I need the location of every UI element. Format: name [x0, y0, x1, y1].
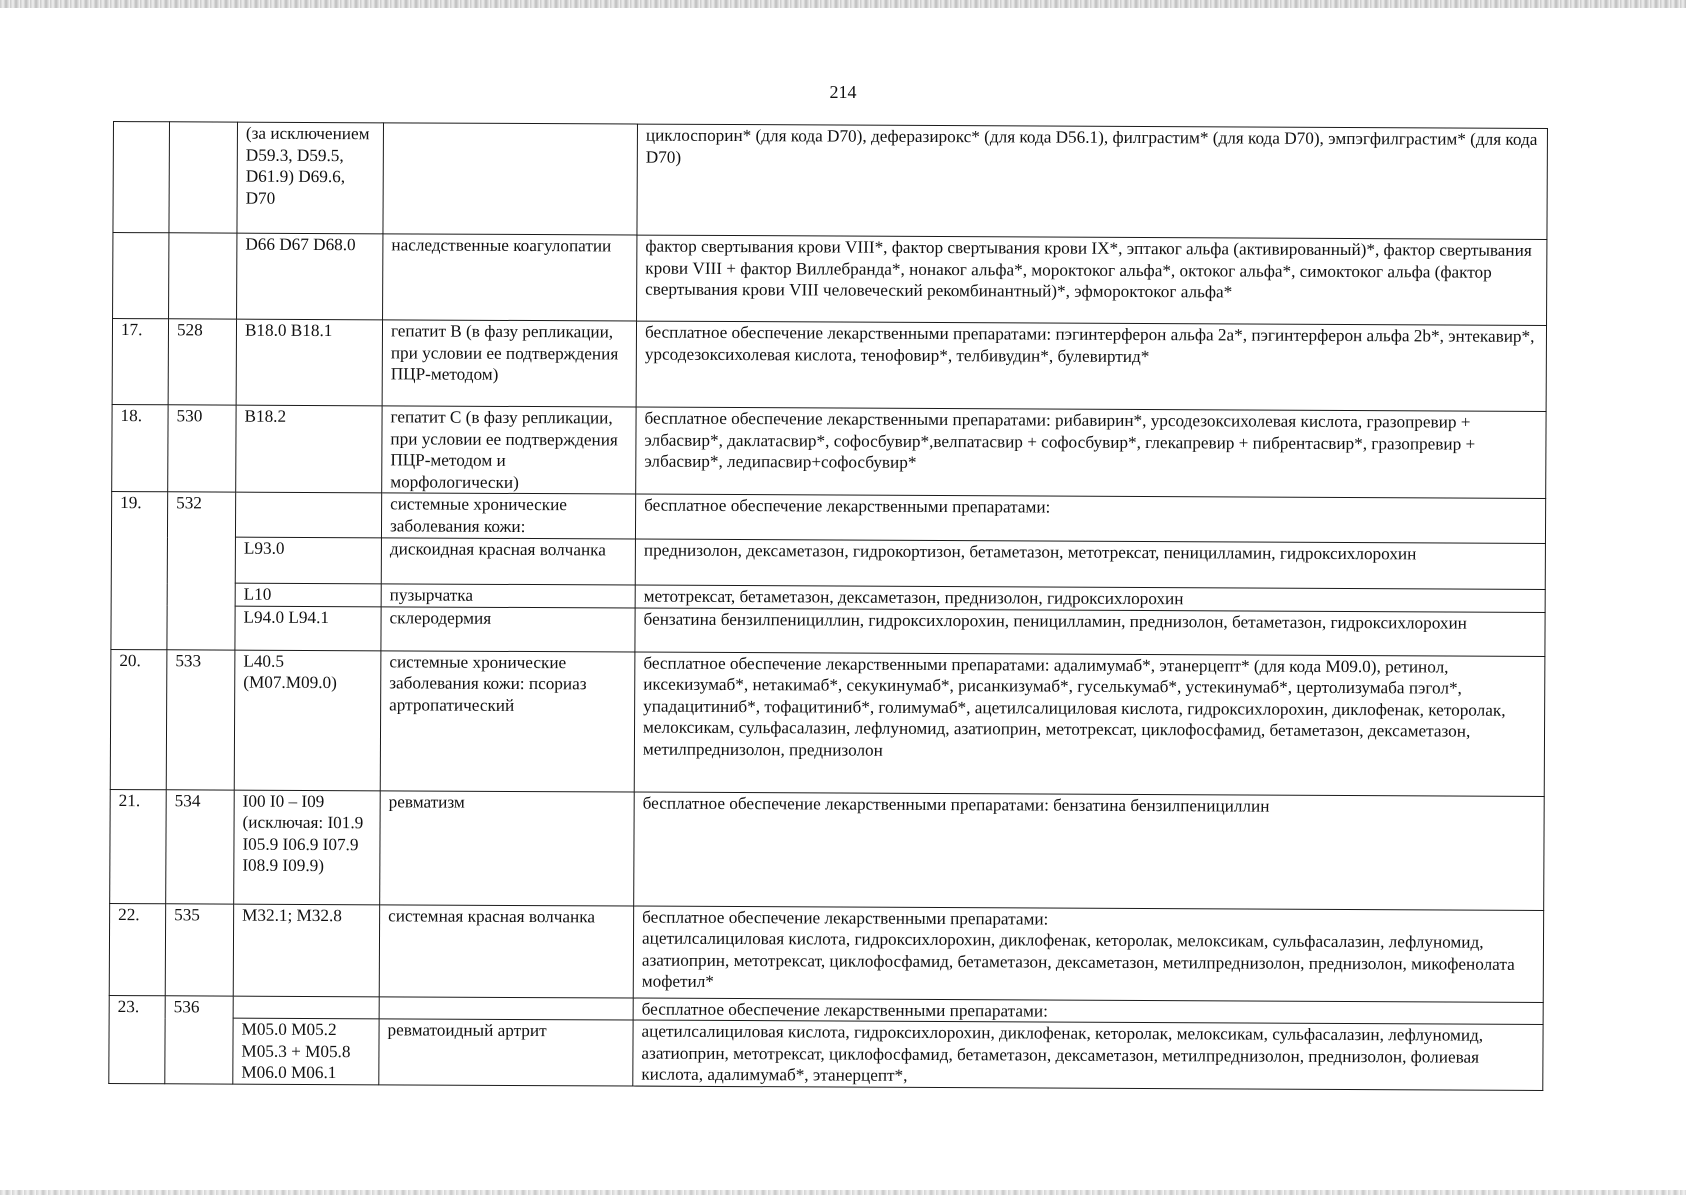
table-row [113, 122, 1548, 240]
icd-code-cell [233, 996, 379, 1019]
row-id-cell: 536 [165, 995, 233, 1084]
scan-edge-top [0, 0, 1686, 8]
disease-cell [379, 996, 633, 1020]
row-id-cell: 530 [168, 405, 236, 492]
icd-code-cell: L10 [235, 583, 381, 606]
row-number-cell: 18. [112, 404, 168, 491]
drugs-cell: бензатина бензилпенициллин, гидроксихлорохин, пеницилламин, преднизолон, бетаметазон, гидроксихлорохин [635, 608, 1545, 656]
row-id-cell: 534 [166, 789, 235, 903]
disease-cell: склеродермия [381, 606, 635, 651]
drugs-cell: бесплатное обеспечение лекарственными препаратами: бензатина бензилпенициллин [634, 792, 1545, 910]
table-row [110, 789, 1545, 910]
table-row [112, 404, 1546, 498]
row-number-cell [113, 233, 169, 319]
table-row [110, 649, 1545, 796]
table-row [109, 1017, 1543, 1090]
page-number: 214 [829, 82, 857, 102]
row-number-cell: 19. [111, 491, 168, 649]
row-number-cell: 20. [110, 649, 167, 789]
scan-edge-bottom [0, 1190, 1686, 1195]
drugs-cell: бесплатное обеспечение лекарственными препаратами: [633, 998, 1543, 1025]
drugs-heading: бесплатное обеспечение лекарственными препаратами: [642, 907, 1049, 929]
table-row [111, 605, 1545, 656]
icd-code-cell: L40.5 (M07.M09.0) [234, 650, 381, 791]
disease-cell [383, 123, 638, 235]
table-row [112, 319, 1546, 412]
drugs-cell: метотрексат, бетаметазон, дексаметазон, преднизолон, гидроксихлорохин [635, 585, 1545, 612]
icd-code-cell: I00 I0 – I09 (исключая: I01.9 I05.9 I06.9 I07.9 I08.9 I09.9) [234, 790, 381, 905]
disease-cell: гепатит С (в фазу репликации, при условии ее подтверждения ПЦР-методом и морфологически) [382, 406, 636, 494]
drugs-cell: бесплатное обеспечение лекарственными препаратами: пэгинтерферон альфа 2а*, пэгинтерферон альфа 2b*, энтекавир*, урсодезоксихолевая кислота, тенофовир*, телбивудин*, булевиртид* [636, 321, 1546, 411]
drugs-cell: циклоспорин* (для кода D70), деферазирокс* (для кода D56.1), филграстим* (для кода D70), эмпэгфилграстим* (для кода D70) [637, 124, 1548, 239]
row-id-cell [169, 233, 237, 319]
icd-code-cell [235, 492, 381, 538]
row-number-cell: 23. [109, 995, 165, 1084]
disease-cell: ревматоидный артрит [379, 1019, 633, 1086]
table-row [109, 903, 1543, 1002]
icd-code-cell: B18.2 [236, 405, 382, 493]
icd-code-cell: M32.1; M32.8 [233, 904, 379, 997]
icd-code-cell: L93.0 [235, 537, 381, 584]
disease-cell: пузырчатка [381, 584, 635, 608]
table-row [111, 536, 1545, 589]
drug-provision-table [108, 121, 1548, 1091]
drugs-cell: ацетилсалициловая кислота, гидроксихлорохин, диклофенак, кеторолак, мелоксикам, сульфасалазин, лефлуномид, азатиоприн, метотрексат, циклофосфамид, бетаметазон, дексаметазон, метилпреднизолон, преднизолон, фолиевая кислота, адалимумаб*, этанерцепт*, [633, 1020, 1543, 1090]
disease-cell: ревматизм [380, 790, 635, 905]
row-id-cell: 533 [166, 649, 235, 789]
drugs-cell: бесплатное обеспечение лекарственными препаратами: [635, 494, 1545, 543]
row-number-cell: 22. [109, 903, 165, 995]
row-id-cell [169, 122, 238, 233]
row-id-cell: 528 [168, 319, 236, 405]
drugs-cell: бесплатное обеспечение лекарственными препаратами: рибавирин*, урсодезоксихолевая кислота, гразопревир + элбасвир*, даклатасвир*, софосбувир*,велпатасвир + софосбувир*, глекапревир + пибрентасвир*, гразопревир + элбасвир*, ледипасвир+софосбувир* [636, 407, 1546, 498]
row-id-cell: 532 [167, 492, 236, 650]
disease-cell: системные хронические заболевания кожи: [381, 493, 635, 539]
row-number-cell [113, 122, 170, 233]
drugs-cell: преднизолон, дексаметазон, гидрокортизон, бетаметазон, метотрексат, пеницилламин, гидроксихлорохин [635, 539, 1545, 589]
disease-cell: системная красная волчанка [379, 904, 633, 997]
icd-code-cell: L94.0 L94.1 [235, 606, 381, 651]
icd-code-cell: M05.0 M05.2 M05.3 + M05.8 M06.0 M06.1 [233, 1018, 379, 1085]
disease-cell: дискоидная красная волчанка [381, 538, 635, 585]
drugs-cell: фактор свертывания крови VIII*, фактор свертывания крови IX*, эптаког альфа (активированный)*, фактор свертывания крови VIII + фактор Виллебранда*, нонаког альфа*, мороктоког альфа*, октоког альфа*, симоктоког альфа (фактор свертывания крови VIII человеческий рекомбинантный)*, эфмороктоког альфа* [637, 235, 1547, 325]
icd-code-cell: B18.0 B18.1 [236, 319, 382, 406]
drugs-cell: бесплатное обеспечение лекарственными препаратами: адалимумаб*, этанерцепт* (для кода M09.0), ретинол, иксекизумаб*, нетакимаб*, секукинумаб*, рисанкизумаб*, гуселькумаб*, устекинумаб*, цертолизумаба пэгол*, упадацитиниб*, тофацитиниб*, голимумаб*, ацетилсалициловая кислота, гидроксихлорохин, диклофенак, кеторолак, мелоксикам, сульфасалазин, лефлуномид, азатиоприн, метотрексат, циклофосфамид, бетаметазон, дексаметазон, метилпреднизолон, преднизолон [634, 652, 1545, 796]
icd-code-cell: (за исключением D59.3, D59.5, D61.9) D69.6, D70 [237, 122, 384, 234]
disease-cell: гепатит В (в фазу репликации, при условии ее подтверждения ПЦР-методом) [382, 320, 636, 407]
drugs-list: ацетилсалициловая кислота, гидроксихлорохин, диклофенак, кеторолак, мелоксикам, сульфасалазин, лефлуномид, азатиоприн, метотрексат, циклофосфамид, бетаметазон, дексаметазон, метилпреднизолон, преднизолон, микофенолата мофетил* [641, 928, 1515, 991]
disease-cell: наследственные коагулопатии [383, 234, 637, 321]
row-number-cell: 21. [110, 789, 167, 903]
drugs-cell [633, 906, 1543, 1002]
row-id-cell: 535 [165, 903, 233, 995]
table-row [113, 233, 1547, 326]
disease-cell: системные хронические заболевания кожи: псориаз артропатический [380, 650, 635, 791]
row-number-cell: 17. [112, 319, 168, 405]
icd-code-cell: D66 D67 D68.0 [237, 233, 383, 320]
table-row [111, 491, 1545, 543]
